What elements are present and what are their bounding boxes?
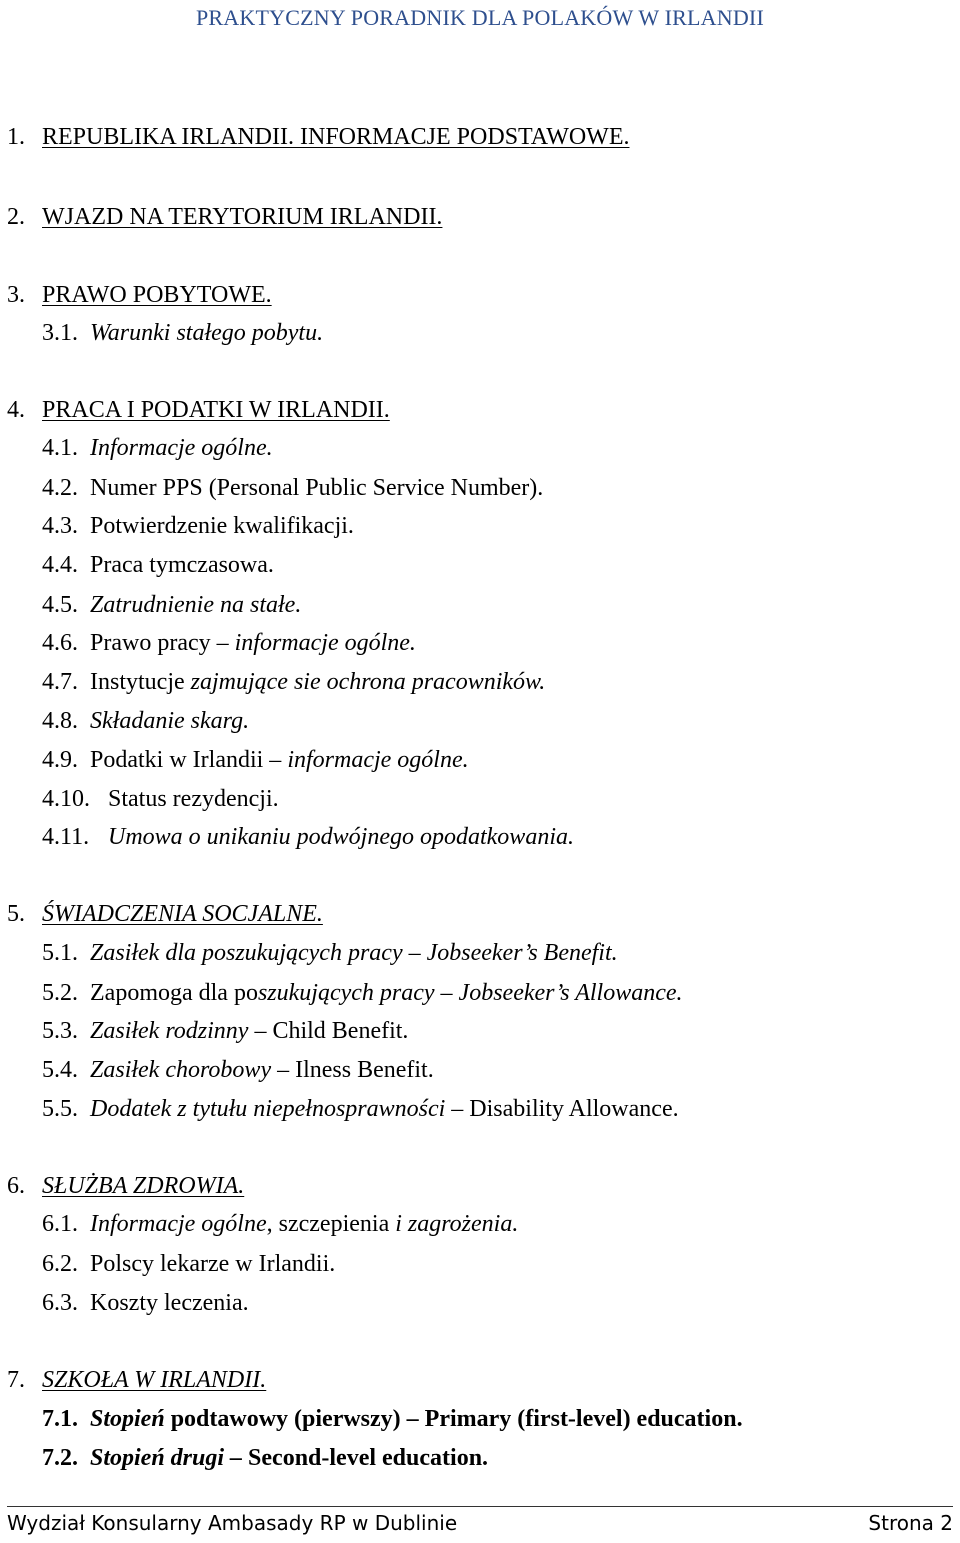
toc-title <box>90 628 416 658</box>
toc-title: SŁUŻBA ZDROWIA. <box>42 1173 245 1199</box>
toc-title <box>90 1404 743 1434</box>
toc-title: ŚWIADCZENIA SOCJALNE. <box>42 901 323 927</box>
toc-number: 4.9. <box>42 747 78 773</box>
toc-number: 3. <box>7 282 25 308</box>
toc-number: 6.3. <box>42 1290 78 1316</box>
toc-number: 1. <box>7 124 25 150</box>
toc-title <box>90 1016 408 1046</box>
toc-title: PRACA I PODATKI W IRLANDII. <box>42 397 390 423</box>
toc-title-part: Child Benefit. <box>272 1018 409 1044</box>
toc-title-part: Zasiłek rodzinny – <box>90 1018 273 1044</box>
toc-title: WJAZD NA TERYTORIUM IRLANDII. <box>42 204 443 230</box>
toc-number: 4.5. <box>42 592 78 618</box>
toc-number: 7. <box>7 1367 25 1393</box>
toc-title: Informacje ogólne. <box>90 435 273 461</box>
toc-title <box>90 1055 434 1085</box>
toc-title-part: Instytucje <box>90 669 191 695</box>
toc-title: Praca tymczasowa. <box>90 552 274 578</box>
toc-number: 4.8. <box>42 708 78 734</box>
toc-title-part: szukujących pracy – Jobseeker’s Allowance. <box>257 980 683 1006</box>
toc-title-part: Second-level education. <box>248 1445 489 1471</box>
toc-number: 7.2. <box>42 1445 78 1471</box>
toc-title-part: Stopień drugi – <box>90 1445 249 1471</box>
toc-title: Zatrudnienie na stałe. <box>90 592 302 618</box>
toc-title-part: i zagrożenia. <box>395 1211 519 1237</box>
toc-title-part: Dodatek z tytułu niepełnosprawności – <box>90 1096 470 1122</box>
toc-title <box>90 667 545 697</box>
toc-title <box>90 1443 488 1473</box>
toc-number: 6. <box>7 1173 25 1199</box>
toc-title <box>90 1094 679 1124</box>
footer-publisher: Wydział Konsularny Ambasady RP w Dublinie <box>7 1511 458 1535</box>
toc-title: SZKOŁA W IRLANDII. <box>42 1367 267 1393</box>
page-number: Strona 2 <box>868 1511 953 1535</box>
toc-number: 2. <box>7 204 25 230</box>
running-header: PRAKTYCZNY PORADNIK DLA POLAKÓW W IRLANDII <box>196 5 764 30</box>
toc-title-part: Podatki w Irlandii – <box>90 747 288 773</box>
toc-number: 7.1. <box>42 1406 78 1432</box>
toc-title: Potwierdzenie kwalifikacji. <box>90 513 354 539</box>
toc-title-part: informacje ogólne. <box>234 630 416 656</box>
toc-number: 4. <box>7 397 25 423</box>
toc-number: 4.11. <box>42 824 90 850</box>
toc-number: 5.3. <box>42 1018 78 1044</box>
toc-number: 5.1. <box>42 940 78 966</box>
toc-title-part: podtawowy (pierwszy) – Primary (first-level) education. <box>170 1406 743 1432</box>
toc-title-part: Zasiłek chorobowy – <box>90 1057 296 1083</box>
toc-title: PRAWO POBYTOWE. <box>42 282 272 308</box>
toc-number: 5.2. <box>42 980 78 1006</box>
toc-title: Warunki stałego pobytu. <box>90 320 324 346</box>
toc-title-part: Informacje ogólne <box>90 1211 267 1237</box>
toc-title <box>90 1209 518 1239</box>
toc-number: 4.3. <box>42 513 78 539</box>
toc-title-part: , szczepienia <box>266 1211 396 1237</box>
toc-title-part: zajmujące sie ochrona pracowników. <box>190 669 546 695</box>
toc-number: 4.7. <box>42 669 78 695</box>
toc-title: Umowa o unikaniu podwójnego opodatkowania. <box>108 824 574 850</box>
toc-number: 4.1. <box>42 435 78 461</box>
toc-number: 6.2. <box>42 1251 78 1277</box>
toc-title-part: Disability Allowance. <box>469 1096 679 1122</box>
toc-number: 5.5. <box>42 1096 78 1122</box>
toc-title-part: Prawo pracy – <box>90 630 235 656</box>
toc-title-part: Stopień <box>90 1406 171 1432</box>
toc-title: Polscy lekarze w Irlandii. <box>90 1251 336 1277</box>
toc-number: 4.4. <box>42 552 78 578</box>
toc-title: Status rezydencji. <box>108 786 279 812</box>
toc-number: 4.2. <box>42 475 78 501</box>
toc-title: REPUBLIKA IRLANDII. INFORMACJE PODSTAWOWE. <box>42 124 630 150</box>
toc-title-part: Ilness Benefit. <box>295 1057 434 1083</box>
page-footer <box>7 1506 953 1538</box>
toc-title: Koszty leczenia. <box>90 1290 249 1316</box>
toc-number: 5.4. <box>42 1057 78 1083</box>
toc-number: 5. <box>7 901 25 927</box>
toc-title: Składanie skarg. <box>90 708 250 734</box>
toc-number: 4.10. <box>42 786 90 812</box>
toc-title <box>90 745 469 775</box>
toc-title: Numer PPS (Personal Public Service Number). <box>90 475 544 501</box>
toc-number: 4.6. <box>42 630 78 656</box>
toc-title: Zasiłek dla poszukujących pracy – Jobseeker’s Benefit. <box>90 940 618 966</box>
toc-number: 3.1. <box>42 320 78 346</box>
toc-title-part: Zapomoga dla po <box>90 980 258 1006</box>
toc-title <box>90 978 683 1008</box>
toc-title-part: informacje ogólne. <box>287 747 469 773</box>
toc-number: 6.1. <box>42 1211 78 1237</box>
